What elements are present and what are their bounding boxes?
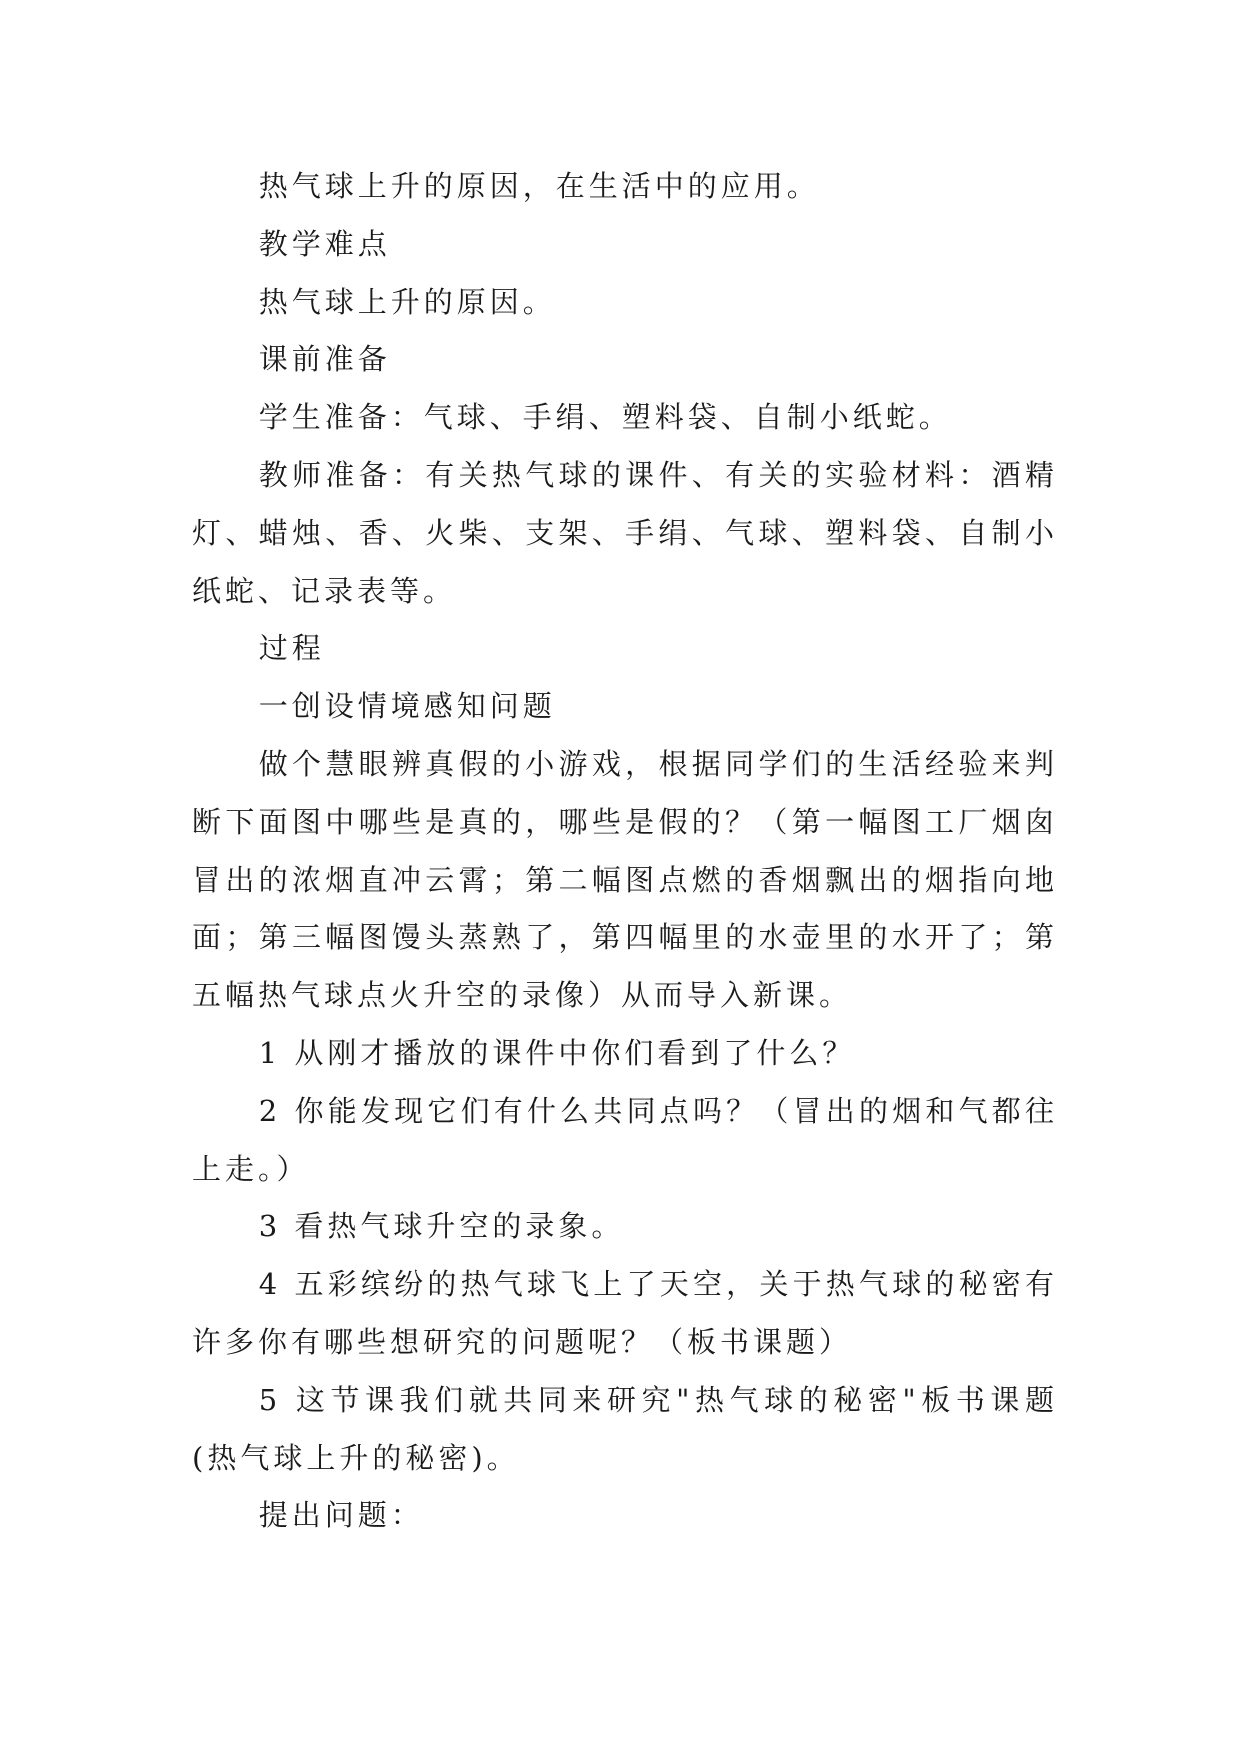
document-body [192,158,1058,1545]
paragraph-game: 做个慧眼辨真假的小游戏，根据同学们的生活经验来判断下面图中哪些是真的，哪些是假的？（第一幅图工厂烟囱冒出的浓烟直冲云霄；第二幅图点燃的香烟飘出的烟指向地面；第三幅图馒头蒸熟了，第四幅里的水壶里的水开了；第五幅热气球点火升空的录像）从而导入新课。 [192,746,1058,1013]
paragraph-question-2: 2 你能发现它们有什么共同点吗？（冒出的烟和气都往上走。） [192,1093,1058,1186]
heading-process: 过程 [258,631,325,666]
heading-section-one: 一创设情境感知问题 [258,689,556,724]
paragraph-question-1: 1 从刚才播放的课件中你们看到了什么？ [258,1035,856,1070]
paragraph-key-point: 热气球上升的原因，在生活中的应用。 [258,169,820,203]
heading-preparation: 课前准备 [258,342,391,377]
paragraph-teacher-prep: 教师准备：有关热气球的课件、有关的实验材料：酒精灯、蜡烛、香、火柴、支架、手绢、气球、塑料袋、自制小纸蛇、记录表等。 [192,457,1058,608]
paragraph-difficulty: 热气球上升的原因。 [258,284,556,319]
heading-teaching-difficulty: 教学难点 [258,226,391,261]
paragraph-student-prep: 学生准备：气球、手绢、塑料袋、自制小纸蛇。 [258,400,952,435]
paragraph-question-4: 4 五彩缤纷的热气球飞上了天空，关于热气球的秘密有许多你有哪些想研究的问题呢？（板书课题） [192,1267,1058,1359]
paragraph-raise-question: 提出问题： [258,1498,424,1533]
paragraph-question-5: 5 这节课我们就共同来研究"热气球的秘密"板书课题(热气球上升的秘密)。 [192,1382,1058,1475]
paragraph-question-3: 3 看热气球升空的录象。 [258,1209,625,1244]
